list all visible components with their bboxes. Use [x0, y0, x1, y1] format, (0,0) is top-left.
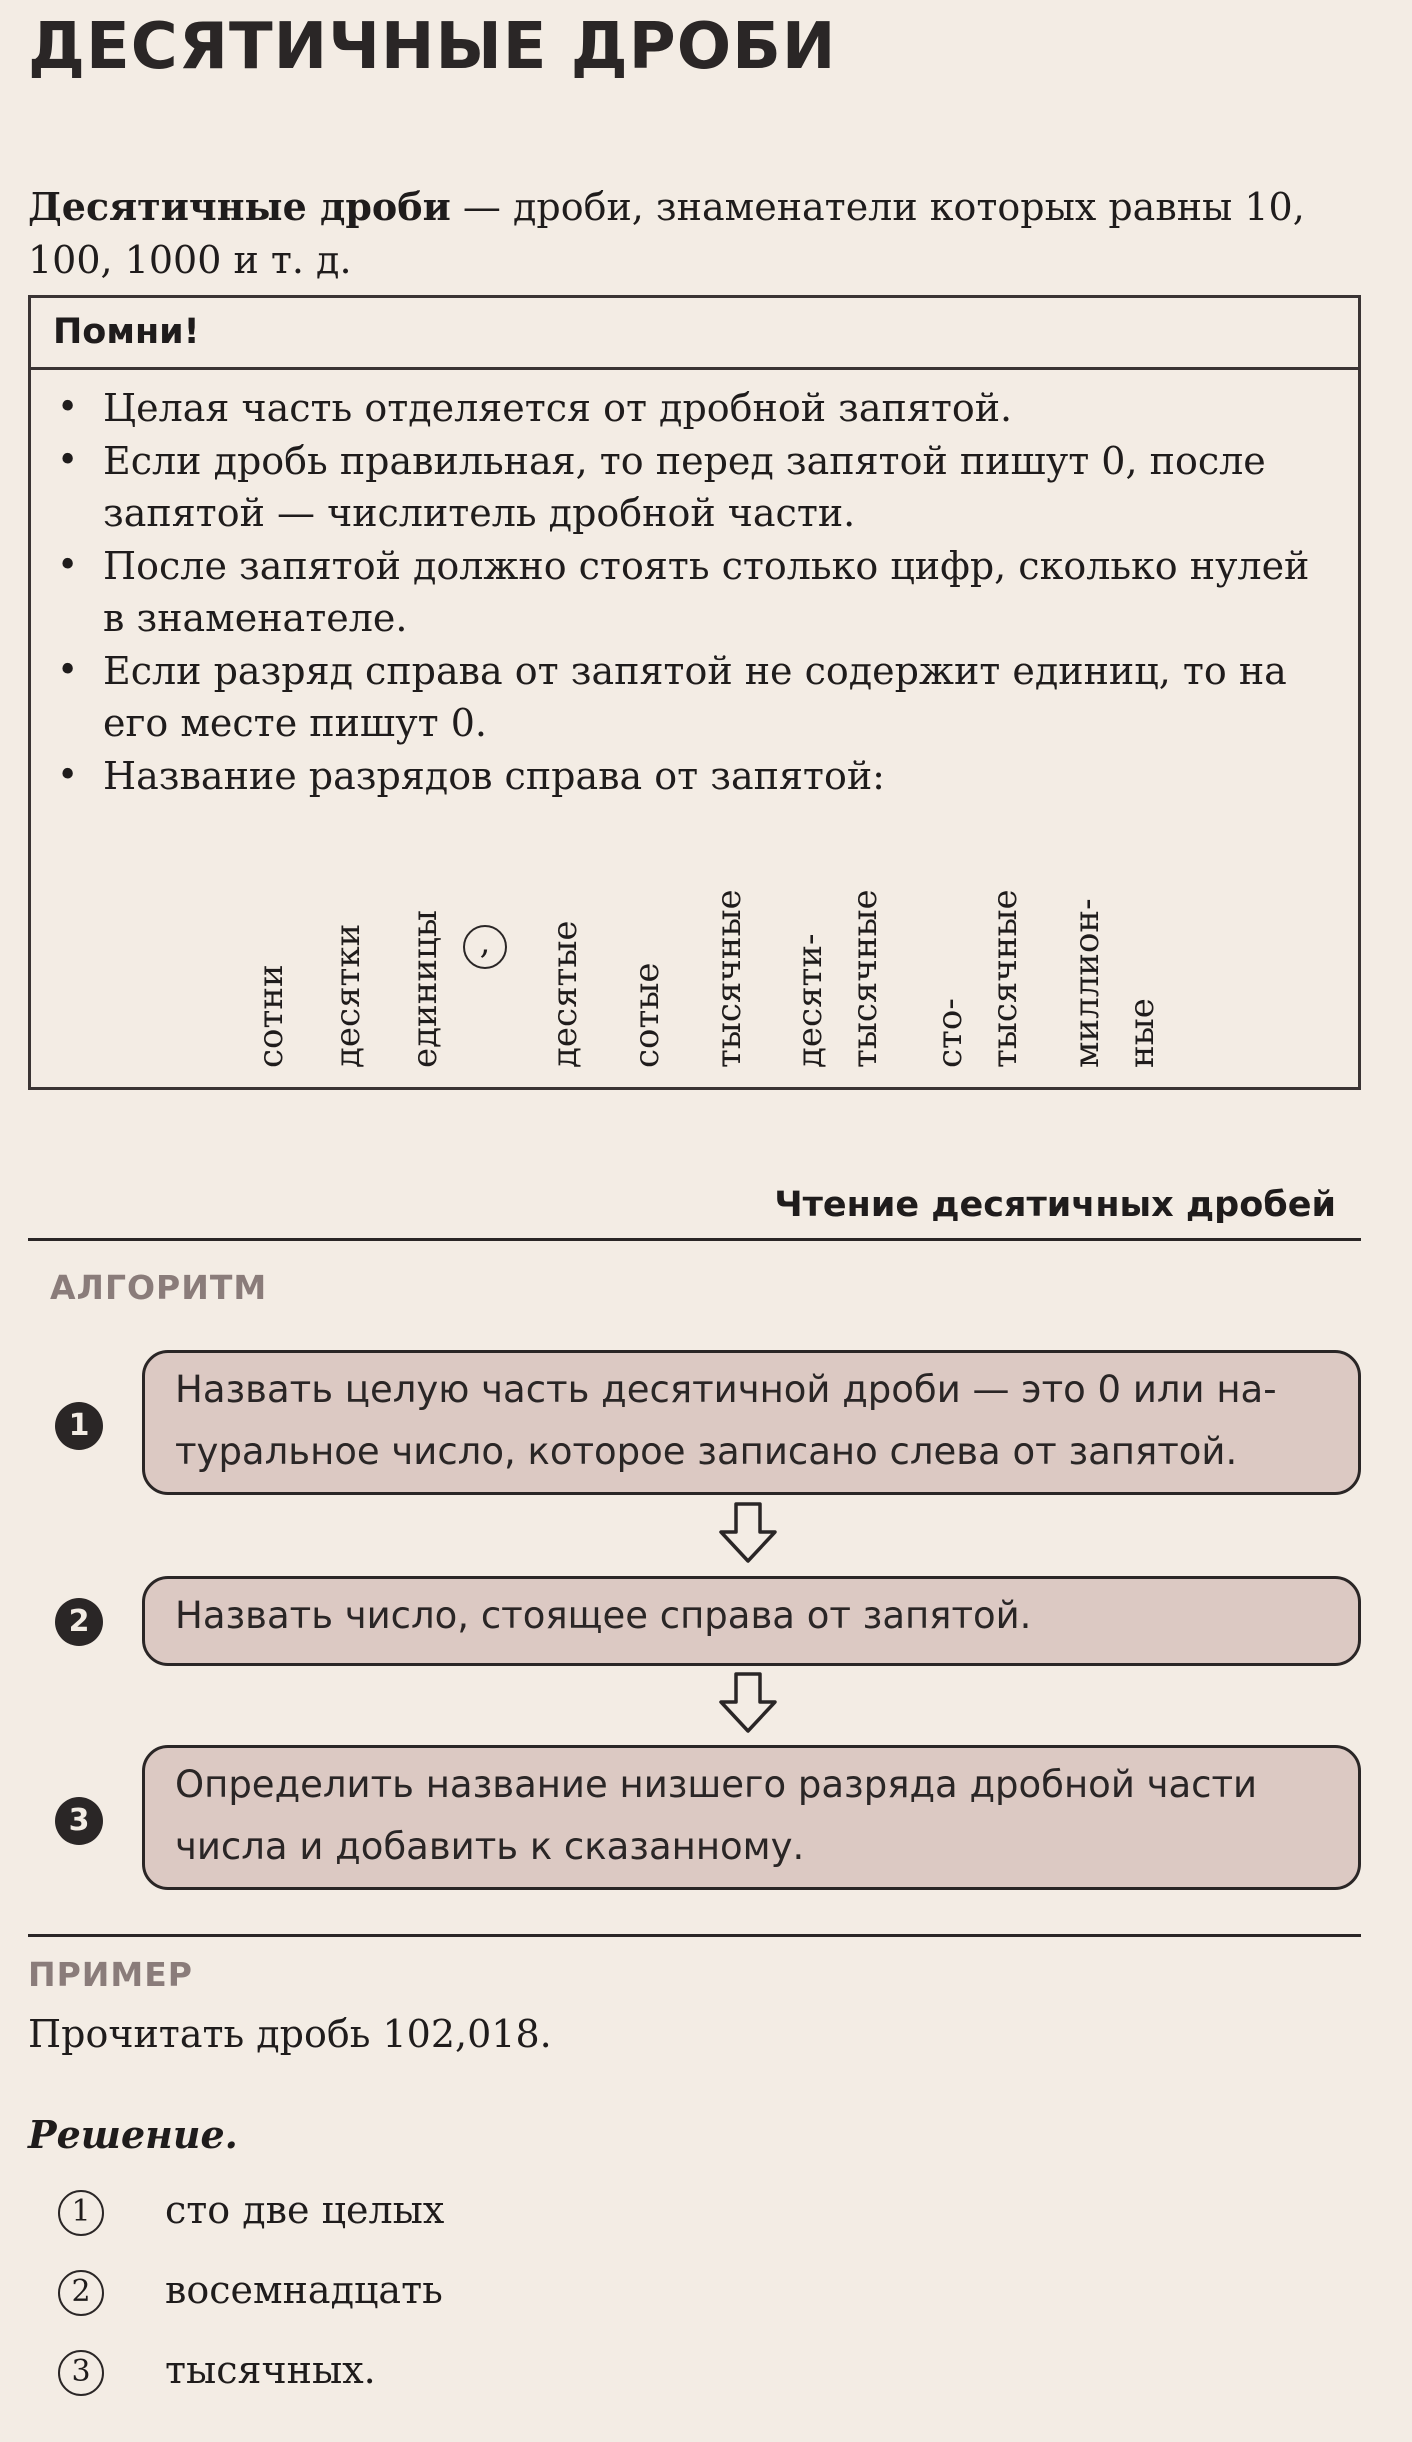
page-title: ДЕСЯТИЧНЫЕ ДРОБИ	[28, 10, 837, 84]
step-text-line: Назвать целую часть десятичной дроби — это 0 или на-	[175, 1368, 1277, 1411]
solution-label: Решение.	[28, 2112, 238, 2157]
rank-millionths-2: ные	[1122, 998, 1162, 1068]
divider	[28, 1934, 1361, 1937]
rank-hundredths: сотые	[627, 962, 667, 1068]
rank-tens: десятки	[328, 923, 368, 1068]
comma-symbol: ,	[463, 925, 507, 969]
rank-hundred-thousandths-2: тысячные	[985, 889, 1025, 1068]
solution-step-text: сто две целых	[165, 2188, 445, 2232]
remember-item: • Если дробь правильная, то перед запятой пишут 0, после запятой — числитель дробной части.	[53, 435, 1340, 540]
algorithm-label: АЛГОРИТМ	[50, 1268, 268, 1307]
step-number: 2	[55, 1598, 103, 1646]
definition-paragraph	[28, 180, 1373, 287]
solution-step-number: 3	[58, 2350, 104, 2396]
rank-units: единицы	[405, 910, 445, 1068]
rank-thousandths: тысячные	[709, 889, 749, 1068]
example-label: ПРИМЕР	[28, 1955, 193, 1994]
rank-tenths: десятые	[545, 920, 585, 1068]
section-title: Чтение десятичных дробей	[774, 1185, 1336, 1225]
definition-text: — дроби, знаменатели которых равны 10, 100, 1000 и т. д.	[28, 185, 1305, 282]
step-text-line: Определить название низшего разряда дробной части	[175, 1763, 1258, 1806]
rank-millionths-1: миллион-	[1067, 898, 1107, 1068]
solution-step-number: 2	[58, 2270, 104, 2316]
remember-heading: Помни!	[31, 298, 1358, 370]
step-text-line: числа и добавить к сказанному.	[175, 1825, 805, 1868]
solution-step-text: тысячных.	[165, 2348, 376, 2392]
algorithm-step	[142, 1745, 1361, 1890]
step-text-line: Назвать число, стоящее справа от запятой.	[175, 1594, 1032, 1637]
remember-item: • Целая часть отделяется от дробной запятой.	[53, 382, 1340, 435]
definition-term: Десятичные дроби	[28, 184, 451, 229]
remember-item: • После запятой должно стоять столько цифр, сколько нулей в знаменателе.	[53, 540, 1340, 645]
arrow-down-icon	[718, 1502, 778, 1564]
step-text-line: туральное число, которое записано слева от запятой.	[175, 1430, 1238, 1473]
example-task: Прочитать дробь 102,018.	[28, 2012, 552, 2056]
remember-list	[31, 370, 1358, 802]
remember-item: • Если разряд справа от запятой не содержит единиц, то на его месте пишут 0.	[53, 645, 1340, 750]
remember-item: • Название разрядов справа от запятой:	[53, 750, 1340, 803]
step-number: 3	[55, 1797, 103, 1845]
rank-hundreds: сотни	[251, 964, 291, 1068]
algorithm-step	[142, 1350, 1361, 1495]
step-number: 1	[55, 1402, 103, 1450]
rank-ten-thousandths-1: десяти-	[790, 933, 830, 1068]
rank-hundred-thousandths-1: сто-	[930, 998, 970, 1068]
divider	[28, 1238, 1361, 1241]
arrow-down-icon	[718, 1672, 778, 1734]
remember-box	[28, 295, 1361, 1090]
algorithm-step	[142, 1576, 1361, 1666]
solution-step-text: восемнадцать	[165, 2268, 443, 2312]
solution-step-number: 1	[58, 2190, 104, 2236]
rank-ten-thousandths-2: тысячные	[845, 889, 885, 1068]
